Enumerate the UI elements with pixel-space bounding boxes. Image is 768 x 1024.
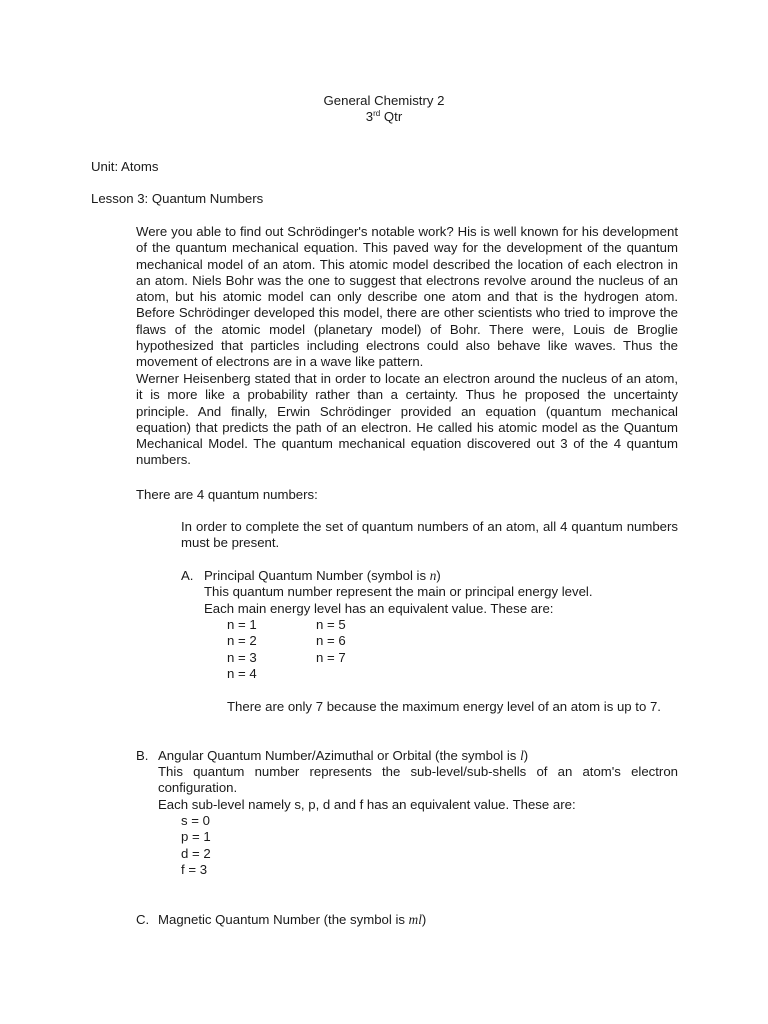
complete-set-note: In order to complete the set of quantum numbers of an atom, all 4 quantum numbers must be present.: [181, 519, 678, 551]
section-a-line1: This quantum number represent the main or principal energy level.: [204, 584, 593, 599]
section-b-description: This quantum number represents the sub-level/sub-shells of an atom's electron configuration.: [158, 764, 678, 796]
sublevel-value: d = 2: [181, 845, 211, 861]
section-c-symbol: ml: [408, 912, 422, 927]
section-a-marker: A.: [181, 568, 194, 583]
section-a-heading-close: ): [436, 568, 441, 583]
n-value: n = 7: [316, 649, 346, 665]
section-c-heading-text: Magnetic Quantum Number (the symbol is: [158, 912, 409, 927]
quarter-number: 3: [365, 109, 374, 124]
section-c-marker: C.: [136, 912, 150, 927]
quarter-superscript: rd: [373, 109, 381, 118]
section-b-line2: Each sub-level namely s, p, d and f has an equivalent value. These are:: [158, 797, 576, 812]
section-a-heading: [204, 568, 441, 584]
sublevel-value: p = 1: [181, 829, 211, 845]
section-b-symbol: l: [520, 748, 524, 763]
section-c-heading-close: ): [421, 912, 427, 927]
unit-heading: Unit: Atoms: [91, 159, 159, 174]
section-a-line2: Each main energy level has an equivalent value. These are:: [204, 601, 554, 616]
n-value: n = 2: [227, 633, 257, 649]
document-title: General Chemistry 2: [323, 93, 445, 108]
heisenberg-paragraph: Werner Heisenberg stated that in order to locate an electron around the nucleus of an atom, it is more like a probability rather than a certainty. Thus he proposed the uncertainty principle. And finally, Erwin Schrödinger provided an equation (quantum mechanical equation) that predicts the path of an electron. He called his atomic model as the Quantum Mechanical Model. The quantum mechanical equation discovered out 3 of the 4 quantum numbers.: [136, 371, 678, 468]
intro-paragraph: Were you able to find out Schrödinger's notable work? His is well known for his development of the quantum mechanical equation. This paved way for the development of the quantum mechanical model of an atom. This atomic model described the location of each electron in an atom. Niels Bohr was the one to suggest that electrons revolve around the nucleus of an atom, but his atomic model can only describe one atom and that is the hydrogen atom. Before Schrödinger developed this model, there are other scientists who tried to improve the flaws of the atomic model (planetary model) of Bohr. There were, Louis de Broglie hypothesized that particles including electrons could also behave like waves. Thus the movement of electrons are in a wave like pattern.: [136, 224, 678, 370]
four-numbers-intro: There are 4 quantum numbers:: [136, 487, 318, 502]
section-a-symbol: n: [429, 568, 437, 583]
section-a-values-left: [227, 617, 257, 682]
section-b-heading-text: Angular Quantum Number/Azimuthal or Orbital (the symbol is: [158, 748, 521, 763]
section-b-values: [181, 813, 211, 878]
n-value: n = 6: [316, 633, 346, 649]
section-a-heading-text: Principal Quantum Number (symbol is: [204, 568, 430, 583]
section-a-note: There are only 7 because the maximum energy level of an atom is up to 7.: [227, 699, 661, 714]
section-b-heading-close: ): [523, 748, 529, 763]
n-value: n = 4: [227, 665, 257, 681]
section-b-heading: [158, 748, 528, 764]
sublevel-value: f = 3: [181, 861, 208, 877]
section-b-marker: B.: [136, 748, 149, 763]
section-a-values-right: [316, 617, 346, 666]
n-value: n = 5: [316, 617, 346, 632]
lesson-heading: Lesson 3: Quantum Numbers: [91, 191, 264, 206]
section-c-heading: [158, 912, 426, 928]
quarter-word: Qtr: [383, 109, 403, 124]
quarter-label: [0, 109, 768, 124]
sublevel-value: s = 0: [181, 813, 210, 828]
n-value: n = 1: [227, 617, 257, 632]
n-value: n = 3: [227, 649, 257, 665]
